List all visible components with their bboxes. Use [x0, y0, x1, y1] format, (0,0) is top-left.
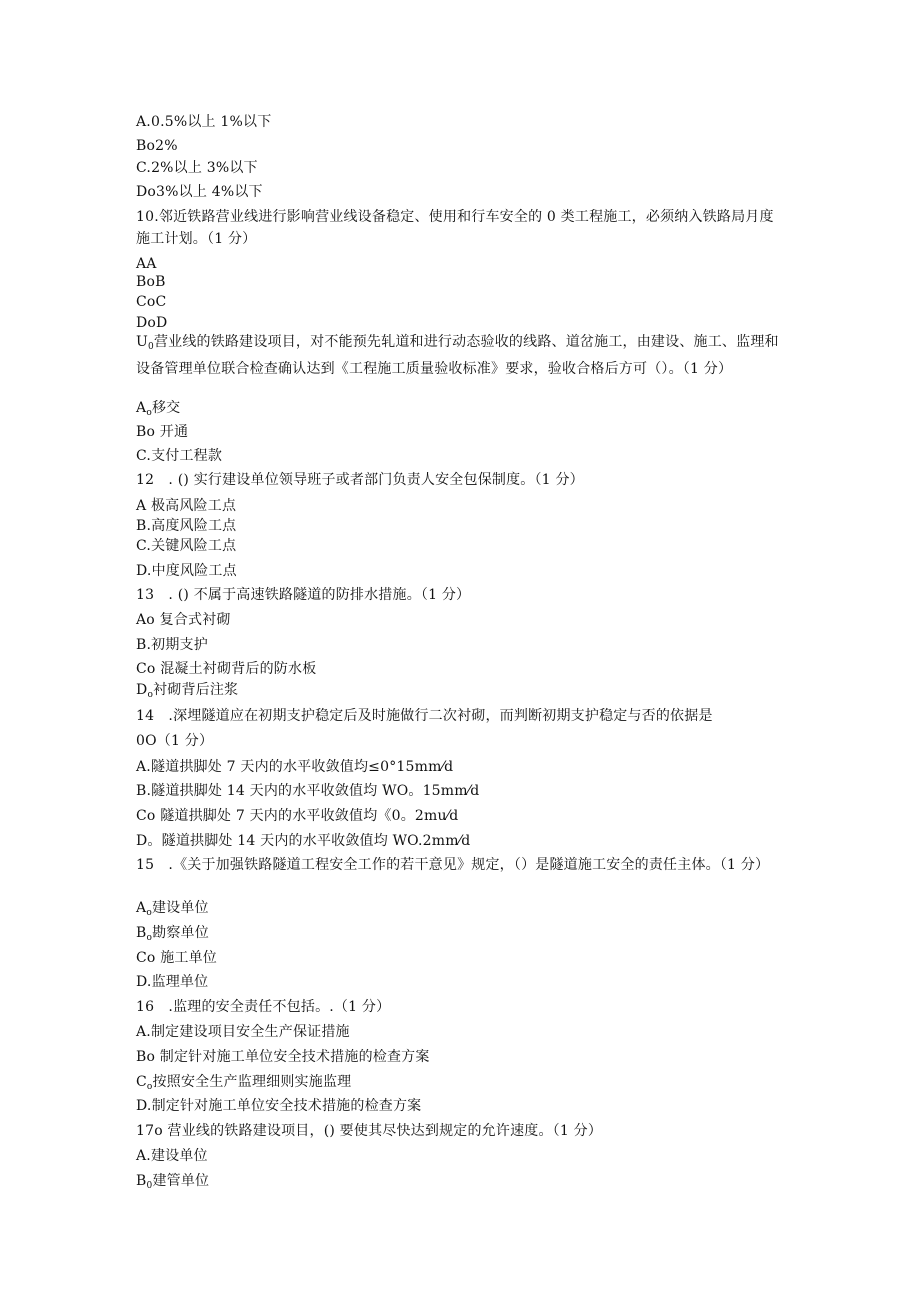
option-a-q15: $A_o$建设单位: [136, 900, 209, 918]
option-b-q16: Bo 制定针对施工单位安全技术措施的检查方案: [136, 1049, 430, 1065]
question-17: 17o 营业线的铁路建设项目，() 要使其尽快达到规定的允许速度。（1 分）: [136, 1123, 603, 1139]
option-a-q9: A.0.5%以上 1%以下: [136, 114, 272, 130]
question-12: 12 . () 实行建设单位领导班子或者部门负责人安全包保制度。（1 分）: [136, 472, 584, 488]
option-b-q13: B.初期支护: [136, 637, 208, 653]
option-a-q14: A.隧道拱脚处 7 天内的水平收敛值均≤0°15mm⁄d: [136, 759, 454, 775]
option-d-q13: $D_o$衬砌背后注浆: [136, 682, 239, 700]
option-a-q17: A.建设单位: [136, 1148, 208, 1164]
option-b-q15: $B_o$勘察单位: [136, 925, 209, 943]
question-15: 15 .《关于加强铁路隧道工程安全工作的若干意见》规定，（）是隧道施工安全的责任主体。（1 分）: [136, 857, 770, 873]
option-b-q17: $B_0$建管单位: [136, 1173, 210, 1191]
question-14: 14 .深埋隧道应在初期支护稳定后及时施做行二次衬砌，而判断初期支护稳定与否的依据是: [136, 708, 713, 724]
option-a-q16: A.制定建设项目安全生产保证措施: [136, 1024, 350, 1040]
question-10: 10.邻近铁路营业线进行影响营业线设备稳定、使用和行车安全的 0 类工程施工，必须纳入铁路局月度施工计划。（1 分）: [136, 209, 774, 247]
option-c-q14: Co 隧道拱脚处 7 天内的水平收敛值均《0。2mu⁄d: [136, 808, 459, 824]
option-c-q12: C.关键风险工点: [136, 538, 237, 554]
option-a-q12: A 极高风险工点: [136, 498, 237, 514]
option-c-q13: Co 混凝土衬砌背后的防水板: [136, 661, 317, 677]
option-b-q9: Bo2%: [136, 138, 178, 154]
question-11: $U_0$营业线的铁路建设项目，对不能预先轧道和进行动态验收的线路、道岔施工，由建设、施工、监理和设备管理单位联合检查确认达到《工程施工质量验收标准》要求，验收合格后方可（）。（1 分）: [136, 334, 779, 377]
option-b-q11: Bo 开通: [136, 424, 189, 440]
option-d-q9: Do3%以上 4%以下: [136, 184, 263, 200]
option-a-q13: Ao 复合式衬砌: [136, 612, 231, 628]
option-c-q9: C.2%以上 3%以下: [136, 160, 258, 176]
option-d-q10: DoD: [136, 315, 168, 331]
option-d-q12: D.中度风险工点: [136, 563, 237, 579]
option-d-q14: D。隧道拱脚处 14 天内的水平收敛值均 WO.2mm⁄d: [136, 833, 471, 849]
question-16: 16 .监理的安全责任不包括。.（1 分）: [136, 999, 391, 1015]
option-b-q14: B.隧道拱脚处 14 天内的水平收敛值均 WO。15mm⁄d: [136, 783, 480, 799]
question-14-cont: 0O（1 分）: [136, 733, 214, 749]
option-d-q15: D.监理单位: [136, 974, 209, 990]
option-c-q15: Co 施工单位: [136, 950, 217, 966]
option-b-q10: BoB: [136, 274, 166, 290]
option-a-q11: $A_o$移交: [136, 400, 181, 418]
option-c-q10: CoC: [136, 294, 167, 310]
option-c-q11: C.支付工程款: [136, 448, 223, 464]
option-d-q16: D.制定针对施工单位安全技术措施的检查方案: [136, 1098, 422, 1114]
option-a-q10: AA: [136, 256, 157, 272]
option-c-q16: $C_o$按照安全生产监理细则实施监理: [136, 1074, 352, 1092]
question-13: 13 . () 不属于高速铁路隧道的防排水措施。（1 分）: [136, 587, 471, 603]
option-b-q12: B.高度风险工点: [136, 518, 237, 534]
